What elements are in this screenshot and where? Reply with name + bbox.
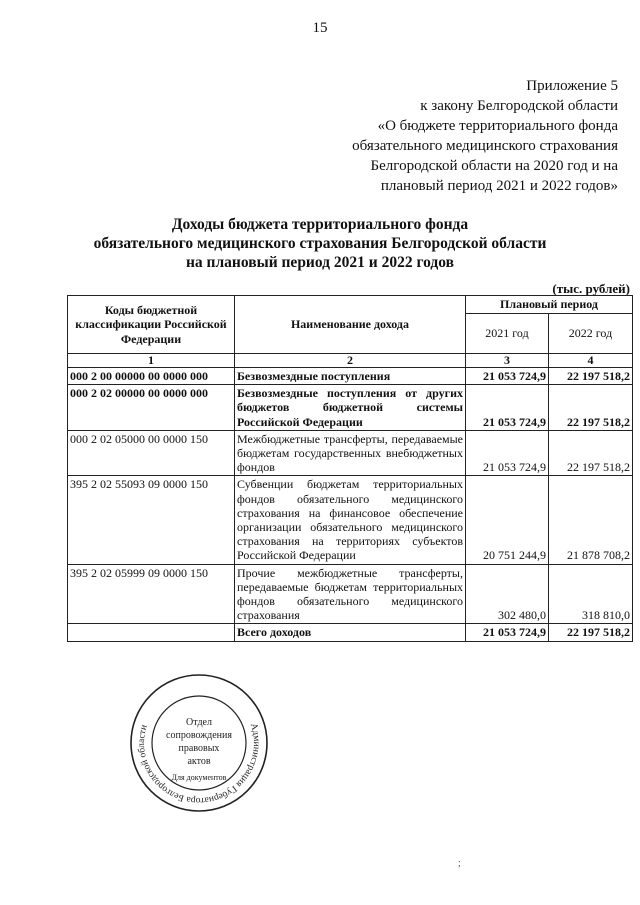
document-title xyxy=(80,215,560,272)
row-value-2021: 21 053 724,9 xyxy=(466,385,549,431)
row-name: Прочие межбюджетные трансферты, передаваемые бюджетам территориальных фондов обязательного медицинского страхования xyxy=(235,564,466,624)
table-row xyxy=(68,430,633,476)
row-code: 395 2 02 05999 09 0000 150 xyxy=(68,564,235,624)
row-code: 000 2 02 00000 00 0000 000 xyxy=(68,385,235,431)
page-number: 15 xyxy=(312,20,328,36)
appendix-line: обязательного медицинского страхования xyxy=(352,138,618,154)
total-code xyxy=(68,624,235,641)
row-value-2021: 21 053 724,9 xyxy=(466,430,549,476)
header-planned-period: Плановый период xyxy=(466,296,633,314)
stamp-ring-text-path: Администрация Губернатора Белгородской области xyxy=(136,722,262,806)
table-total-row xyxy=(68,624,633,641)
row-name: Безвозмездные поступления xyxy=(235,368,466,385)
table-row xyxy=(68,476,633,564)
appendix-line: плановый период 2021 и 2022 годов» xyxy=(380,178,618,194)
row-value-2022: 22 197 518,2 xyxy=(549,385,633,431)
table-row xyxy=(68,564,633,624)
title-line: на плановый период 2021 и 2022 годов xyxy=(186,254,454,271)
row-value-2021: 20 751 244,9 xyxy=(466,476,549,564)
column-number: 2 xyxy=(235,354,466,368)
row-name: Межбюджетные трансферты, передаваемые бюджетам государственных внебюджетных фондов xyxy=(235,430,466,476)
income-table xyxy=(67,295,633,642)
row-value-2021: 302 480,0 xyxy=(466,564,549,624)
total-value-2021: 21 053 724,9 xyxy=(466,624,549,641)
column-number: 4 xyxy=(549,354,633,368)
appendix-line: Приложение 5 xyxy=(526,78,618,94)
row-code: 395 2 02 55093 09 0000 150 xyxy=(68,476,235,564)
header-name: Наименование дохода xyxy=(235,296,466,354)
total-value-2022: 22 197 518,2 xyxy=(549,624,633,641)
table-row xyxy=(68,385,633,431)
appendix-note xyxy=(300,76,618,196)
header-year-2021: 2021 год xyxy=(466,314,549,354)
scan-mark: ; xyxy=(458,858,461,869)
appendix-line: Белгородской области на 2020 год и на xyxy=(370,158,618,174)
row-value-2022: 21 878 708,2 xyxy=(549,476,633,564)
header-codes: Коды бюджетной классификации Российской Федерации xyxy=(68,296,235,354)
stamp-center-line: Отдел xyxy=(186,717,212,728)
table-row xyxy=(68,368,633,385)
column-number: 1 xyxy=(68,354,235,368)
row-code: 000 2 00 00000 00 0000 000 xyxy=(68,368,235,385)
stamp-center-line: актов xyxy=(187,756,211,767)
column-number: 3 xyxy=(466,354,549,368)
title-line: обязательного медицинского страхования Белгородской области xyxy=(93,235,547,252)
stamp-center-line: сопровождения xyxy=(166,730,232,741)
appendix-line: «О бюджете территориального фонда xyxy=(377,118,618,134)
row-code: 000 2 02 05000 00 0000 150 xyxy=(68,430,235,476)
stamp-center-line: правовых xyxy=(178,743,220,754)
row-value-2022: 22 197 518,2 xyxy=(549,368,633,385)
header-year-2022: 2022 год xyxy=(549,314,633,354)
row-value-2022: 318 810,0 xyxy=(549,564,633,624)
units-label: (тыс. рублей) xyxy=(552,281,630,296)
title-line: Доходы бюджета территориального фонда xyxy=(171,216,469,233)
row-value-2021: 21 053 724,9 xyxy=(466,368,549,385)
row-name: Субвенции бюджетам территориальных фондов обязательного медицинского страхования на финансовое обеспечение организации обязательного медицинского страхования на территориях субъектов Российской Федерации xyxy=(235,476,466,564)
column-number-row xyxy=(68,354,633,368)
table-header-row xyxy=(68,296,633,314)
row-value-2022: 22 197 518,2 xyxy=(549,430,633,476)
total-name: Всего доходов xyxy=(235,624,466,641)
row-name: Безвозмездные поступления от других бюджетов бюджетной системы Российской Федерации xyxy=(235,385,466,431)
appendix-line: к закону Белгородской области xyxy=(420,98,618,114)
official-stamp xyxy=(128,672,270,814)
stamp-bottom-text: Для документов xyxy=(171,773,227,782)
